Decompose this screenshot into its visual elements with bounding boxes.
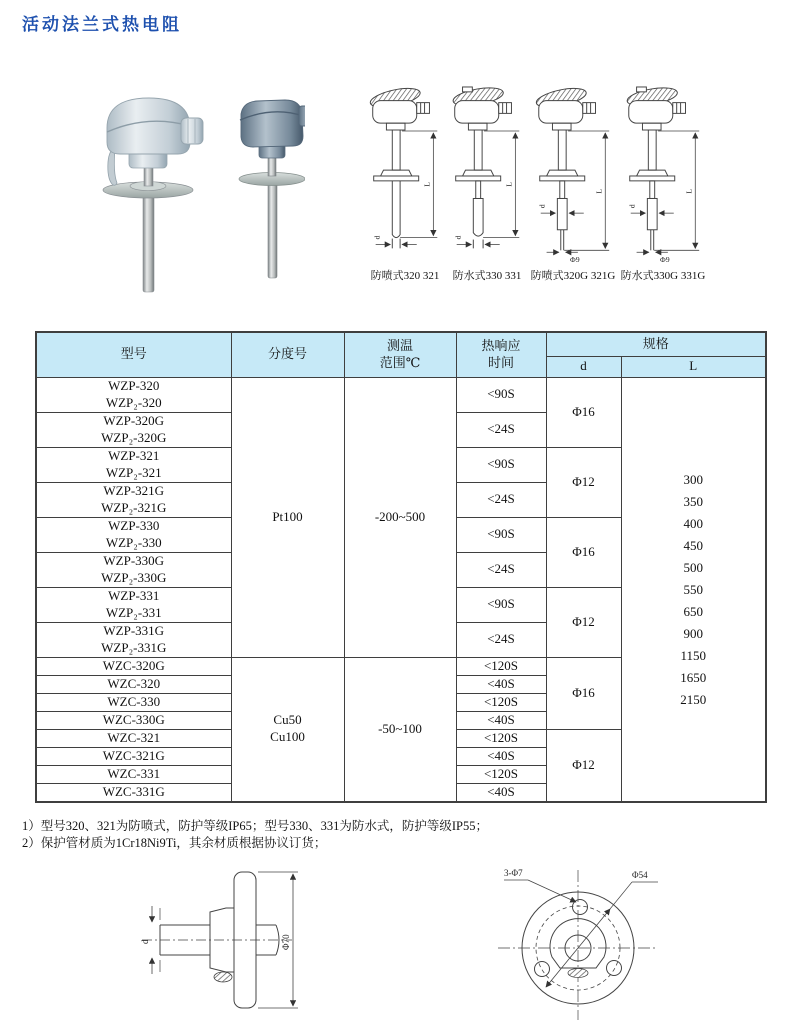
L-value: 350	[683, 493, 703, 509]
d-cell: Φ16	[546, 657, 621, 729]
drawing-320G-321G	[530, 86, 616, 283]
dim-3phi7-label: 3-Φ7	[504, 868, 523, 878]
L-value: 550	[683, 581, 703, 597]
range-cell-wzp: -200~500	[344, 377, 456, 657]
d-cell: Φ12	[546, 729, 621, 802]
drawing-caption: 防喷式320G 321G	[530, 270, 616, 282]
model-cell: WZC-321G	[36, 747, 231, 765]
model-cell	[36, 552, 231, 587]
model-line2: WZP₂-330	[105, 534, 162, 550]
model-cell	[36, 587, 231, 622]
L-value: 2150	[680, 691, 707, 707]
response-cell: <90S	[456, 587, 546, 622]
L-value: 400	[683, 515, 703, 531]
L-value: 450	[683, 537, 703, 553]
header-range	[344, 332, 456, 377]
response-cell: <40S	[456, 711, 546, 729]
flange-side-view-drawing	[130, 860, 310, 1025]
header-L: L	[621, 356, 766, 377]
dim-L-label: L	[504, 181, 514, 187]
model-cell: WZC-321	[36, 729, 231, 747]
model-line1: WZP-330G	[103, 552, 165, 568]
response-cell: <90S	[456, 517, 546, 552]
drawing-320-321	[366, 86, 444, 283]
model-cell: WZC-320	[36, 675, 231, 693]
response-cell: <120S	[456, 693, 546, 711]
dim-L-label: L	[684, 188, 694, 194]
dim-L-label: L	[422, 181, 432, 187]
response-cell: <40S	[456, 747, 546, 765]
model-line2: WZP₂-331G	[101, 639, 167, 655]
spec-drawing-splash-320G	[530, 86, 616, 264]
thermocouple-photo-dark	[239, 100, 305, 278]
model-line2: WZP₂-331	[105, 604, 162, 620]
model-line2: WZP₂-321	[105, 464, 162, 480]
model-line2: WZP₂-320G	[101, 429, 167, 445]
header-response-line2: 时间	[487, 354, 514, 370]
response-cell: <40S	[456, 783, 546, 802]
model-line1: WZP-331	[108, 587, 160, 603]
spec-table	[35, 331, 767, 803]
model-line1: WZP-331G	[103, 622, 165, 638]
thermocouple-photo-pair	[85, 86, 305, 298]
flange-front-view	[480, 856, 676, 1022]
footnotes	[22, 818, 488, 852]
drawing-caption: 防水式330G 331G	[620, 270, 706, 282]
model-line2: WZP₂-320	[105, 394, 162, 410]
model-line1: WZP-321	[108, 447, 160, 463]
L-value: 650	[683, 603, 703, 619]
model-cell: WZC-330G	[36, 711, 231, 729]
dim-d-label: d	[372, 235, 382, 240]
graduation-cell-wzc	[231, 657, 344, 802]
flange-side-view	[130, 860, 310, 1020]
footnote-1: 1）型号320、321为防喷式，防护等级IP65；型号330、331为防水式，防护等级IP55；	[22, 819, 488, 833]
conduit-connector	[181, 118, 203, 144]
model-cell	[36, 412, 231, 447]
response-cell: <24S	[456, 412, 546, 447]
response-cell: <24S	[456, 482, 546, 517]
conduit-connector	[299, 106, 305, 126]
d-cell: Φ16	[546, 377, 621, 447]
header-model: 型号	[36, 332, 231, 377]
dim-phi70-label: Φ70	[281, 934, 291, 950]
spec-drawings	[366, 86, 706, 283]
model-cell	[36, 482, 231, 517]
L-value-list	[622, 379, 766, 799]
response-cell: <24S	[456, 622, 546, 657]
header-response-line1: 热响应	[481, 337, 521, 353]
dim-d-label: d	[140, 939, 150, 944]
response-cell: <120S	[456, 729, 546, 747]
response-cell: <90S	[456, 447, 546, 482]
graduation-line1: Cu50	[273, 712, 302, 728]
model-cell: WZC-320G	[36, 657, 231, 675]
dim-d-label: d	[453, 235, 463, 240]
page-title: 活动法兰式热电阻	[22, 15, 182, 34]
dim-phi9-label: Φ9	[660, 255, 670, 264]
dim-phi54-label: Φ54	[632, 870, 648, 880]
header-graduation: 分度号	[231, 332, 344, 377]
drawing-330G-331G	[620, 86, 706, 283]
product-photos	[85, 86, 305, 303]
d-cell: Φ16	[546, 517, 621, 587]
drawing-330-331	[448, 86, 526, 283]
model-cell: WZC-331	[36, 765, 231, 783]
flange-front-view-drawing	[480, 856, 676, 1025]
header-range-line1: 测温	[386, 337, 413, 353]
header-range-line2: 范围℃	[379, 354, 421, 370]
model-line2: WZP₂-330G	[101, 569, 167, 585]
header-response	[456, 332, 546, 377]
model-line1: WZP-320G	[103, 412, 165, 428]
model-line1: WZP-321G	[103, 482, 165, 498]
response-cell: <24S	[456, 552, 546, 587]
L-value: 900	[683, 625, 703, 641]
thermocouple-photo-light	[103, 98, 203, 292]
dim-phi9-label: Φ9	[570, 255, 580, 264]
graduation-line2: Cu100	[270, 729, 305, 744]
model-cell	[36, 447, 231, 482]
model-cell	[36, 377, 231, 412]
model-line1: WZP-330	[108, 517, 160, 533]
L-value: 500	[683, 559, 703, 575]
L-value: 1150	[680, 647, 707, 663]
spec-drawing-water-330G	[620, 86, 706, 264]
model-cell	[36, 517, 231, 552]
d-cell: Φ12	[546, 587, 621, 657]
header-d: d	[546, 356, 621, 377]
footnote-2: 2）保护管材质为1Cr18Ni9Ti，其余材质根据协议订货；	[22, 836, 327, 850]
model-cell: WZC-331G	[36, 783, 231, 802]
dim-d-label: d	[537, 204, 547, 209]
dim-d-label: d	[627, 204, 637, 209]
range-cell-wzc: -50~100	[344, 657, 456, 802]
L-value: 1650	[680, 669, 707, 685]
dim-L-label: L	[594, 188, 604, 194]
drawing-caption: 防水式330 331	[452, 270, 522, 282]
response-cell: <120S	[456, 765, 546, 783]
model-line1: WZP-320	[108, 377, 160, 393]
header-spec: 规格	[546, 332, 766, 356]
response-cell: <40S	[456, 675, 546, 693]
spec-drawing-splash-320	[366, 86, 444, 264]
model-cell: WZC-330	[36, 693, 231, 711]
L-cell	[621, 377, 766, 802]
response-cell: <120S	[456, 657, 546, 675]
spec-drawing-water-330	[448, 86, 526, 264]
d-cell: Φ12	[546, 447, 621, 517]
graduation-cell-wzp: Pt100	[231, 377, 344, 657]
response-cell: <90S	[456, 377, 546, 412]
model-cell	[36, 622, 231, 657]
L-value: 300	[683, 471, 703, 487]
table-row	[36, 377, 766, 412]
model-line2: WZP₂-321G	[101, 499, 167, 515]
drawing-caption: 防喷式320 321	[370, 270, 440, 282]
